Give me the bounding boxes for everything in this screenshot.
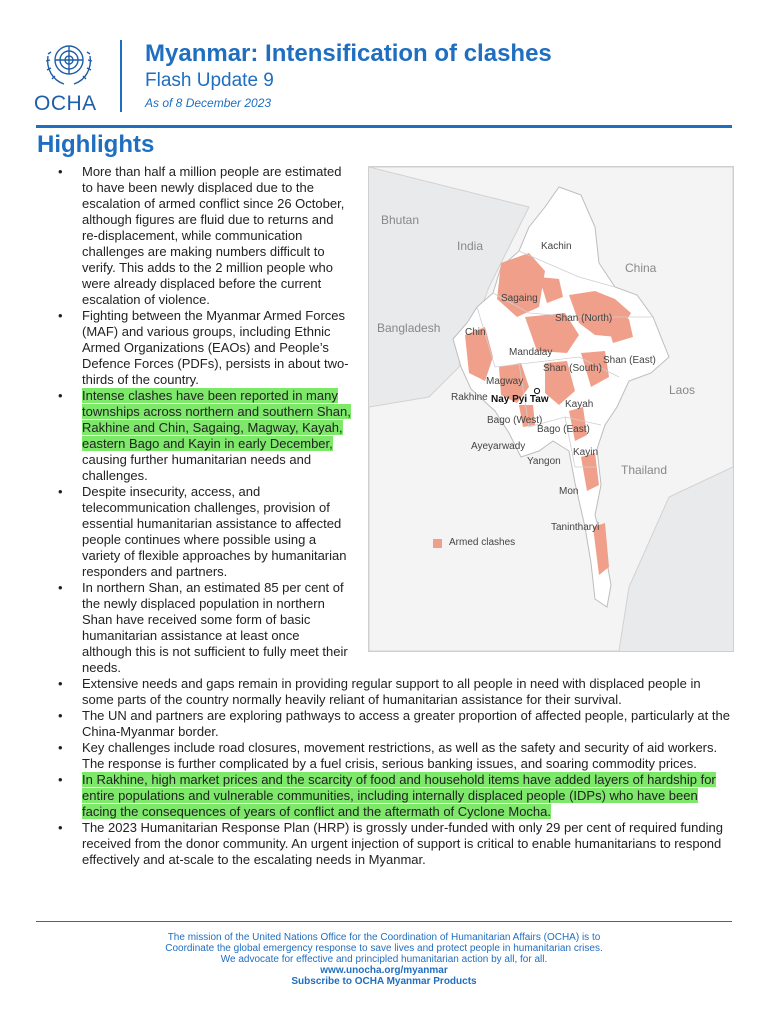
- report-date: As of 8 December 2023: [145, 96, 272, 110]
- subscribe-link[interactable]: Subscribe to OCHA Myanmar Products: [291, 976, 477, 987]
- region-label: Magway: [486, 376, 524, 387]
- region-label: Chin: [465, 327, 486, 338]
- ocha-logo: [34, 38, 104, 115]
- list-item: • Extensive needs and gaps remain in providing regular support to all people in need with displaced people in some parts of the country normally heavily reliant of humanitarian assistance for their survival.: [56, 676, 732, 708]
- highlighted-text: In Rakhine, high market prices and the scarcity of food and household items have added layers of hardship for entire populations and vulnerable communities, including internally displaced people (IDPs) who have been facing the consequences of years of conflict and the aftermath of Cyclone Mocha.: [82, 772, 716, 819]
- region-label: Yangon: [527, 456, 561, 467]
- country-label: China: [625, 261, 657, 275]
- country-label: Laos: [669, 383, 696, 397]
- list-item: [56, 772, 732, 820]
- country-label: Thailand: [621, 463, 668, 477]
- country-label: Bangladesh: [377, 321, 441, 335]
- region-label: Shan (East): [603, 355, 656, 366]
- footer-mission-line: The mission of the United Nations Office for the Coordination of Humanitarian Affairs (OCHA) is to: [167, 932, 601, 943]
- page-subtitle: Flash Update 9: [145, 70, 274, 91]
- region-label: Kayah: [565, 399, 594, 410]
- region-label: Shan (South): [543, 363, 602, 374]
- region-label: Sagaing: [501, 293, 538, 304]
- un-emblem-icon: [42, 38, 96, 90]
- header-divider: [120, 40, 122, 112]
- country-label: India: [457, 239, 484, 253]
- page-header: [34, 36, 734, 116]
- list-item: • Intense clashes have been reported in many townships across northern and southern Shan, Rakhine and Chin, Sagaing, Magway, Kayah, eastern Bago and Kayin in early December, causing further humanitarian needs and challenges.: [56, 388, 352, 484]
- region-label: Rakhine: [451, 392, 488, 403]
- region-label: Mon: [559, 486, 579, 497]
- footer-mission-line: We advocate for effective and principled humanitarian action by all, for all.: [220, 954, 548, 965]
- highlighted-text: Intense clashes have been reported in many townships across northern and southern Shan, Rakhine and Chin, Sagaing, Magway, Kayah, eastern Bago and Kayin in early December,: [82, 388, 351, 451]
- myanmar-map: [368, 166, 734, 652]
- list-item: • In northern Shan, an estimated 85 per cent of the newly displaced population in northern Shan have received some form of basic humanitarian assistance at least once although this is not sufficient to fully meet their needs.: [56, 580, 352, 676]
- page-title: Myanmar: Intensification of clashes: [145, 40, 552, 67]
- region-label: Kayin: [573, 447, 599, 458]
- list-item: • The UN and partners are exploring pathways to access a greater proportion of affected people, particularly at the China-Myanmar border.: [56, 708, 732, 740]
- footer-mission-line: Coordinate the global emergency response to save lives and protect people in humanitarian crises.: [165, 943, 603, 954]
- website-link[interactable]: www.unocha.org/myanmar: [320, 965, 448, 976]
- country-label: Bhutan: [381, 213, 420, 227]
- list-item: • More than half a million people are estimated to have been newly displaced due to the escalation of armed conflict since 26 October, although figures are fluid due to returns and re-displacement, while communication challenges are making numbers difficult to verify. This adds to the 2 million people who were already displaced before the current escalation of violence.: [56, 164, 352, 308]
- list-item: • Despite insecurity, access, and telecommunication challenges, provision of essential humanitarian assistance to affected people continues where possible using a variety of flexible approaches by humanitarian responders and partners.: [56, 484, 352, 580]
- region-label: Tanintharyi: [551, 522, 600, 533]
- list-item: • The 2023 Humanitarian Response Plan (HRP) is grossly under-funded with only 29 per cent of required funding received from the donor community. An urgent injection of support is critical to enable humanitarians to respond effectively and at-scale to the escalating needs in Myanmar.: [56, 820, 732, 868]
- region-label: Shan (North): [555, 313, 613, 324]
- region-label: Ayeyarwady: [471, 441, 526, 452]
- page-footer: [60, 932, 708, 987]
- highlights-heading: Highlights: [37, 131, 155, 158]
- header-rule: [36, 125, 732, 128]
- legend-swatch: [433, 539, 442, 548]
- region-label: Mandalay: [509, 347, 553, 358]
- list-item: • Fighting between the Myanmar Armed Forces (MAF) and various groups, including Ethnic Armed Organizations (EAOs) and People’s Defence Forces (PDFs), persists in about two-thirds of the country.: [56, 308, 352, 388]
- region-label: Bago (West): [487, 415, 543, 426]
- map-graphic: [369, 167, 733, 651]
- legend-label: Armed clashes: [449, 537, 516, 548]
- footer-rule: [36, 921, 732, 922]
- capital-label: Nay Pyi Taw: [491, 394, 549, 405]
- region-label: Kachin: [541, 241, 572, 252]
- org-name: OCHA: [34, 92, 97, 115]
- list-item: • Key challenges include road closures, movement restrictions, as well as the safety and security of aid workers. The response is further complicated by a fuel crisis, serious banking issues, and soaring commodity prices.: [56, 740, 732, 772]
- region-label: Bago (East): [537, 424, 590, 435]
